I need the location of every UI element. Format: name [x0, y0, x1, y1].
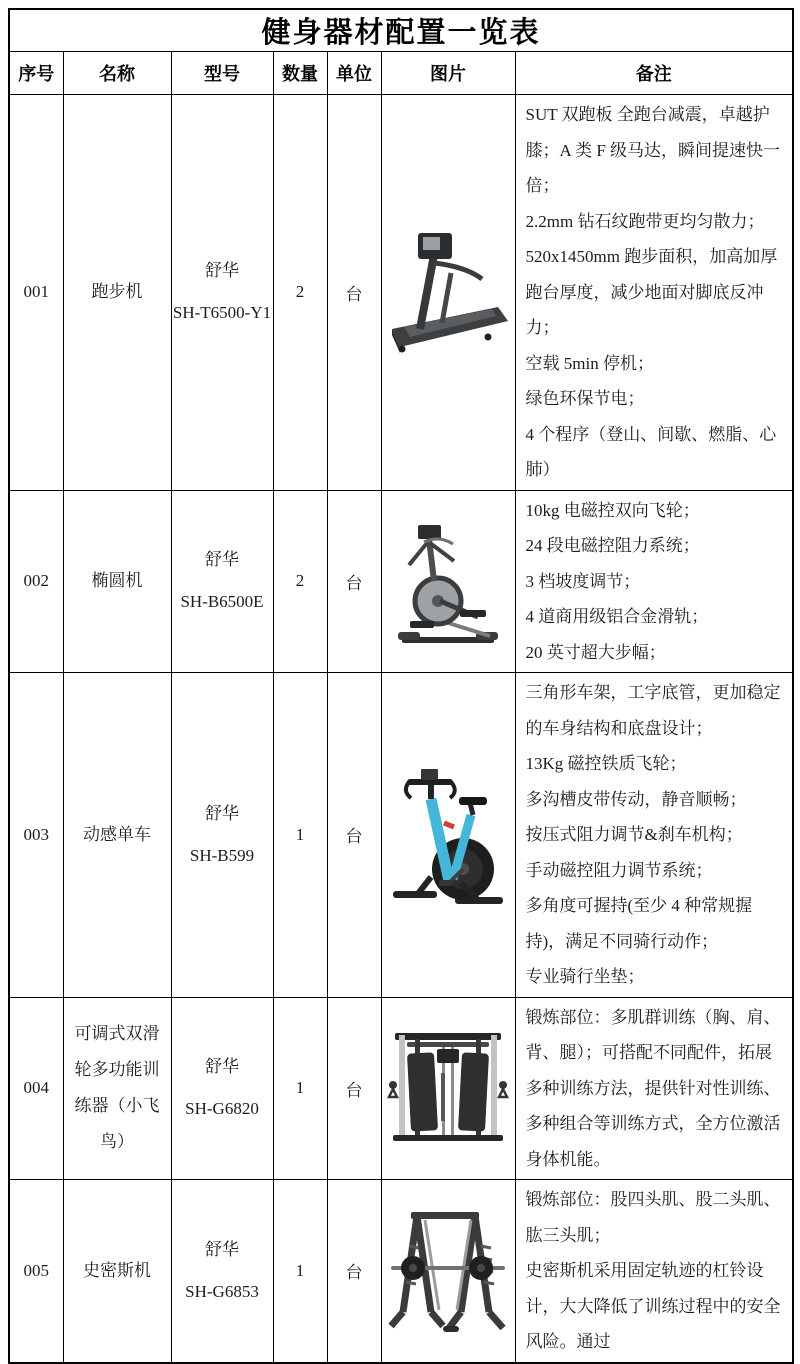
header-name: 名称	[63, 52, 171, 95]
brand-text: 舒华	[205, 1239, 239, 1259]
cell-qty: 2	[273, 95, 327, 491]
cell-qty: 1	[273, 997, 327, 1180]
model-text: SH-B6500E	[180, 592, 264, 612]
table-row	[9, 95, 793, 491]
remark-line: 三角形车架，工字底管，更加稳定的车身结构和底盘设计；	[525, 683, 781, 738]
cell-remarks	[515, 490, 793, 673]
cell-model	[171, 95, 273, 491]
cell-image	[381, 997, 515, 1180]
cell-image	[381, 95, 515, 491]
cell-qty: 1	[273, 673, 327, 998]
cell-no: 002	[9, 490, 63, 673]
header-no: 序号	[9, 52, 63, 95]
functional-trainer-image	[385, 1027, 511, 1149]
brand-text: 舒华	[205, 803, 239, 823]
model-text: SH-T6500-Y1	[172, 303, 272, 323]
remark-line: 锻炼部位：多肌群训练（胸、肩、背、腿）；可搭配不同配件，拓展多种训练方法，提供针对性训练、多种组合等训练方式，全方位激活身体机能。	[525, 1007, 781, 1169]
cell-unit: 台	[327, 673, 381, 998]
header-qty: 数量	[273, 52, 327, 95]
cell-name: 椭圆机	[63, 490, 171, 673]
remark-line: 3 档坡度调节；	[525, 571, 641, 591]
elliptical-image	[396, 509, 500, 654]
table-row	[9, 673, 793, 998]
cell-name: 史密斯机	[63, 1180, 171, 1363]
cell-model	[171, 490, 273, 673]
cell-unit: 台	[327, 95, 381, 491]
remark-line: 手动磁控阻力调节系统；	[525, 860, 713, 880]
header-unit: 单位	[327, 52, 381, 95]
table-title-row	[9, 9, 793, 52]
remark-line: 锻炼部位：股四头肌、股二头肌、肱三头肌；	[525, 1190, 781, 1245]
brand-text: 舒华	[205, 550, 239, 570]
model-text: SH-G6853	[185, 1281, 259, 1301]
cell-unit: 台	[327, 1180, 381, 1363]
cell-remarks	[515, 997, 793, 1180]
table-header-row	[9, 52, 793, 95]
remark-line: 专业骑行坐垫；	[525, 967, 645, 986]
cell-image	[381, 1180, 515, 1363]
treadmill-image	[384, 217, 512, 367]
cell-no: 005	[9, 1180, 63, 1363]
remark-line: 4 个程序（登山、间歇、燃脂、心肺）	[525, 424, 777, 479]
remark-line: 空载 5min 停机；	[525, 353, 654, 373]
equipment-table	[8, 8, 794, 1364]
remark-line: 2.2mm 钻石纹跑带更均匀散力；	[525, 211, 765, 231]
spin-bike-image	[389, 757, 507, 912]
table-row	[9, 490, 793, 673]
remark-line: 史密斯机采用固定轨迹的杠铃设计，大大降低了训练过程中的安全风险。通过	[525, 1261, 781, 1351]
remark-line: 13Kg 磁控铁质飞轮；	[525, 754, 687, 773]
cell-name: 可调式双滑轮多功能训练器（小飞鸟）	[63, 997, 171, 1180]
cell-image	[381, 490, 515, 673]
remark-line: 20 英寸超大步幅；	[525, 642, 666, 662]
brand-text: 舒华	[205, 261, 239, 281]
cell-qty: 1	[273, 1180, 327, 1363]
cell-remarks	[515, 1180, 793, 1363]
remark-line: 10kg 电磁控双向飞轮；	[525, 500, 700, 520]
cell-qty: 2	[273, 490, 327, 673]
cell-unit: 台	[327, 997, 381, 1180]
brand-text: 舒华	[205, 1057, 239, 1077]
smith-machine-image	[385, 1206, 511, 1336]
remark-line: 520x1450mm 跑步面积，加高加厚跑台厚度，减少地面对脚底反冲力；	[525, 247, 778, 337]
cell-remarks	[515, 95, 793, 491]
model-text: SH-G6820	[185, 1099, 259, 1119]
header-image: 图片	[381, 52, 515, 95]
remark-line: 绿色环保节电；	[525, 389, 645, 408]
page-title: 健身器材配置一览表	[9, 9, 793, 52]
remark-line: 按压式阻力调节&刹车机构；	[525, 825, 743, 844]
remark-line: 多角度可握持(至少 4 种常规握持)，满足不同骑行动作；	[525, 896, 753, 951]
model-text: SH-B599	[189, 845, 255, 865]
remark-line: 24 段电磁控阻力系统；	[525, 536, 700, 555]
cell-model	[171, 673, 273, 998]
remark-line: 多沟槽皮带传动，静音顺畅；	[525, 789, 747, 809]
cell-no: 001	[9, 95, 63, 491]
cell-name: 跑步机	[63, 95, 171, 491]
cell-no: 004	[9, 997, 63, 1180]
cell-no: 003	[9, 673, 63, 998]
header-model: 型号	[171, 52, 273, 95]
table-row	[9, 1180, 793, 1363]
cell-unit: 台	[327, 490, 381, 673]
header-remarks: 备注	[515, 52, 793, 95]
cell-remarks	[515, 673, 793, 998]
cell-model	[171, 1180, 273, 1363]
cell-model	[171, 997, 273, 1180]
cell-image	[381, 673, 515, 998]
remark-line: SUT 双跑板 全跑台减震，卓越护膝；A 类 F 级马达，瞬间提速快一倍；	[525, 105, 781, 195]
table-row	[9, 997, 793, 1180]
cell-name: 动感单车	[63, 673, 171, 998]
remark-line: 4 道商用级铝合金滑轨；	[525, 607, 709, 626]
